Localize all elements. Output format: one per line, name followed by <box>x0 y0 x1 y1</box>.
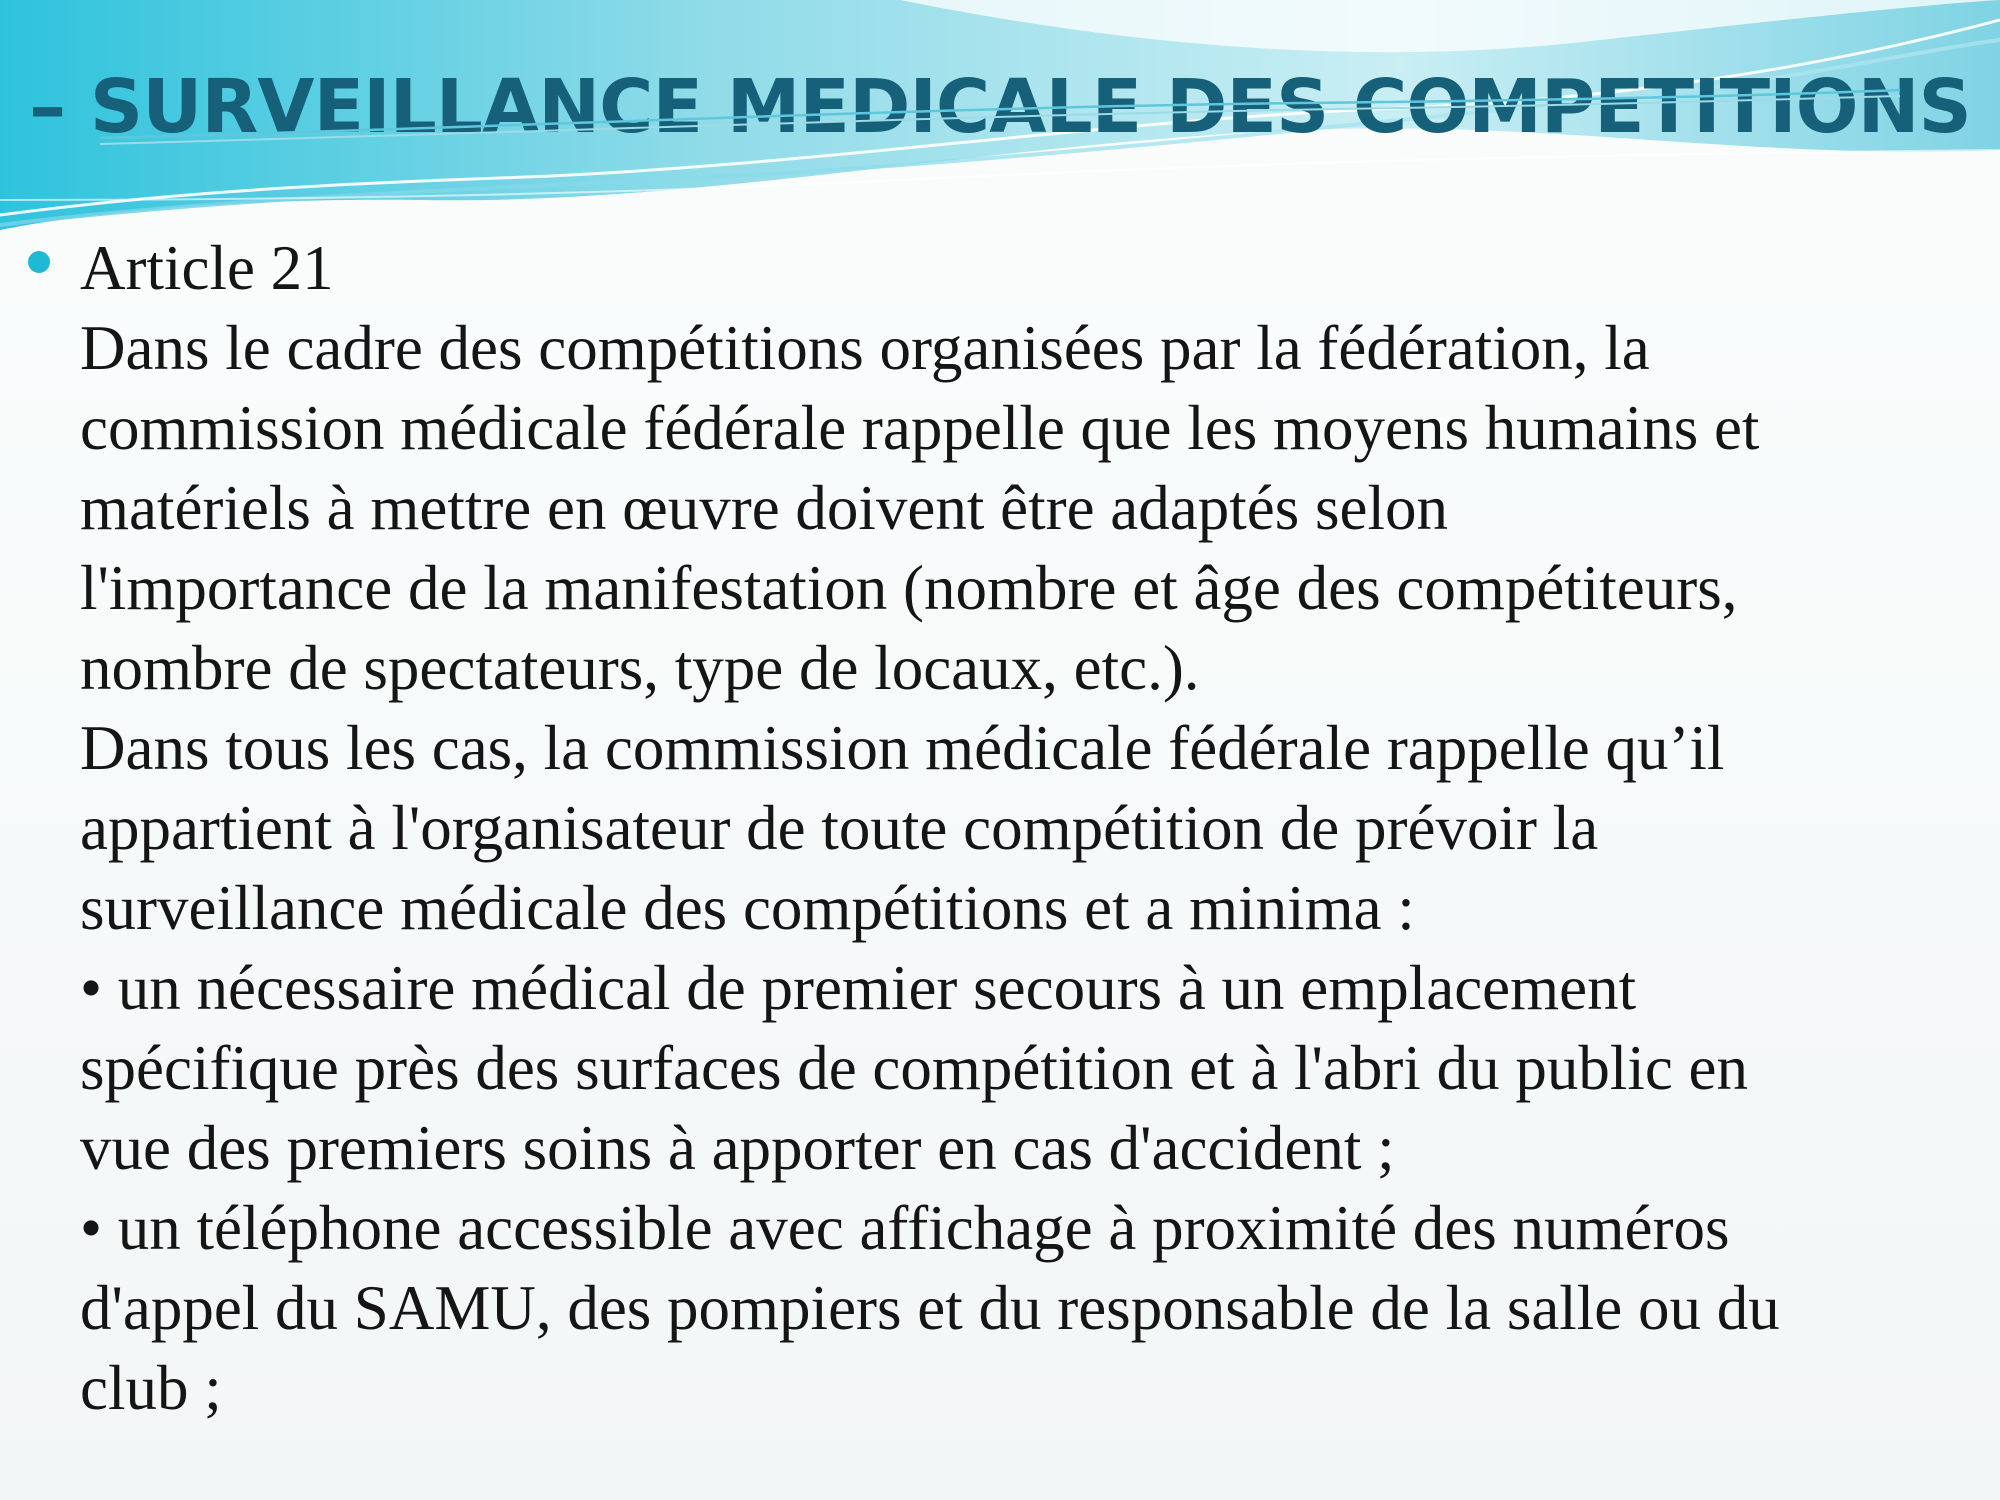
bullet-icon <box>28 251 50 273</box>
slide-title: – SURVEILLANCE MEDICALE DES COMPETITIONS <box>29 64 1971 150</box>
list-item-line: vue des premiers soins à apporter en cas d'accident ; <box>80 1113 1395 1183</box>
list-item-line: • un téléphone accessible avec affichage à proximité des numéros <box>80 1193 1730 1263</box>
list-item-line: spécifique près des surfaces de compétition et à l'abri du public en <box>80 1033 1749 1103</box>
article-heading: Article 21 <box>80 233 334 303</box>
body-line: appartient à l'organisateur de toute compétition de prévoir la <box>80 793 1599 863</box>
list-item-line: club ; <box>80 1353 222 1423</box>
body-line: commission médicale fédérale rappelle que les moyens humains et <box>80 393 1760 463</box>
body-line: nombre de spectateurs, type de locaux, etc.). <box>80 633 1200 703</box>
slide-body <box>80 228 1975 1428</box>
body-line: Dans le cadre des compétitions organisées par la fédération, la <box>80 313 1650 383</box>
body-line: Dans tous les cas, la commission médicale fédérale rappelle qu’il <box>80 713 1725 783</box>
body-line: matériels à mettre en œuvre doivent être adaptés selon <box>80 473 1448 543</box>
list-item-line: • un nécessaire médical de premier secours à un emplacement <box>80 953 1637 1023</box>
list-item-line: d'appel du SAMU, des pompiers et du responsable de la salle ou du <box>80 1273 1780 1343</box>
body-line: surveillance médicale des compétitions et a minima : <box>80 873 1415 943</box>
body-line: l'importance de la manifestation (nombre et âge des compétiteurs, <box>80 553 1738 623</box>
